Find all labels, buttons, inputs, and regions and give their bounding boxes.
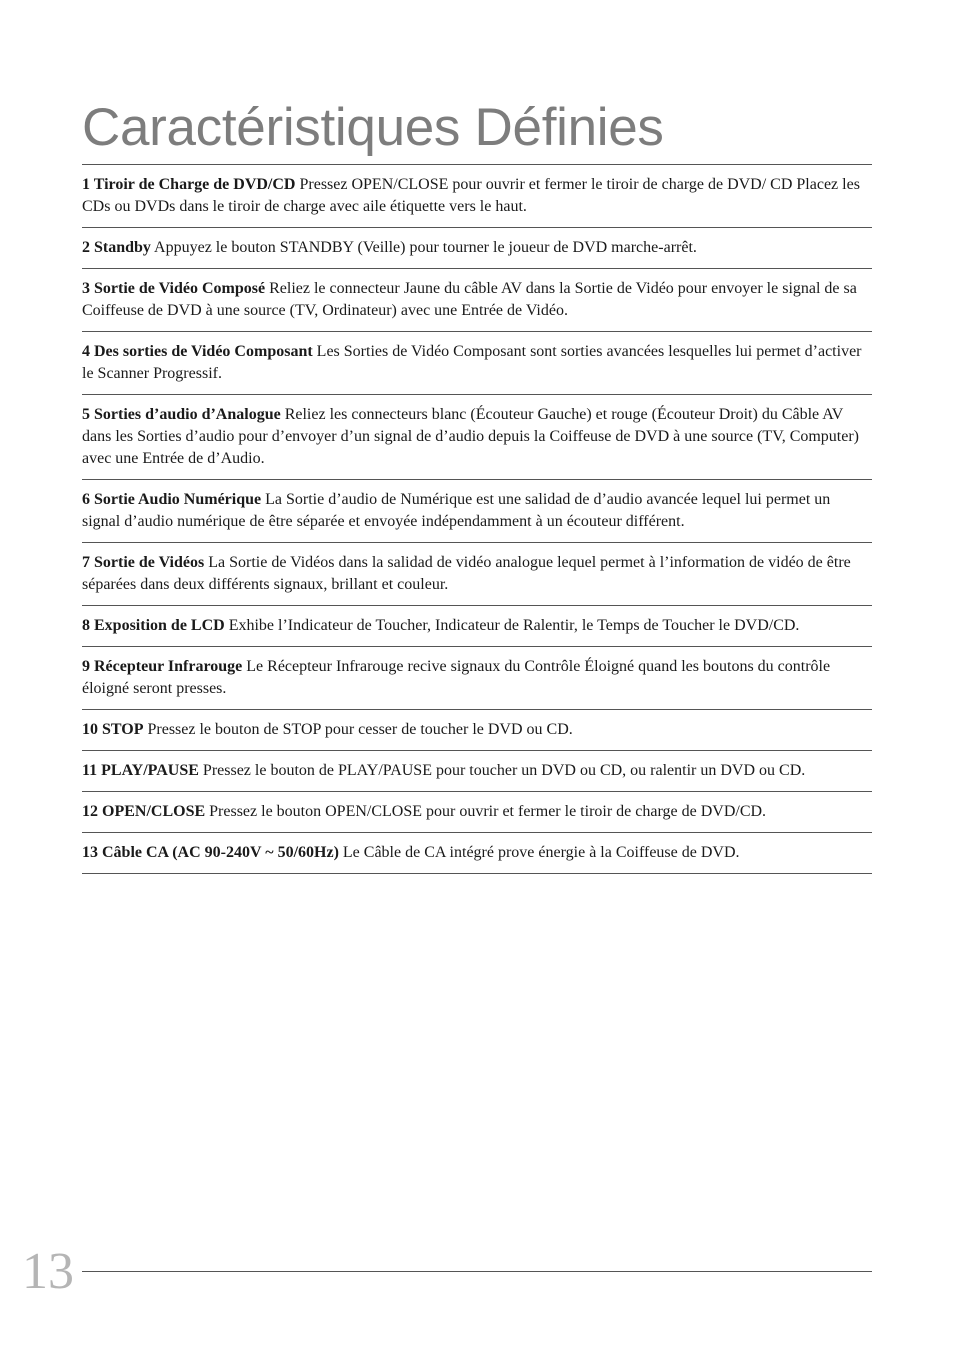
feature-label: 13 Câble CA (AC 90-240V ~ 50/60Hz) — [82, 844, 339, 861]
feature-item-component-video — [82, 332, 872, 395]
feature-item-digital-audio — [82, 480, 872, 543]
feature-description: Pressez le bouton OPEN/CLOSE pour ouvrir et fermer le tiroir de charge de DVD/CD. — [209, 803, 767, 820]
feature-item-s-video — [82, 543, 872, 606]
feature-description: Pressez le bouton de PLAY/PAUSE pour toucher un DVD ou CD, ou ralentir un DVD ou CD. — [202, 762, 806, 779]
feature-label: 12 OPEN/CLOSE — [82, 803, 206, 820]
page-title: Caractéristiques Définies — [82, 98, 664, 157]
feature-item-composite-video — [82, 269, 872, 332]
feature-item-ac-cable — [82, 833, 872, 874]
feature-item-infrared — [82, 647, 872, 710]
feature-label: 6 Sortie Audio Numérique — [82, 491, 262, 508]
feature-label: 2 Standby — [82, 239, 151, 256]
feature-label: 11 PLAY/PAUSE — [82, 762, 199, 779]
feature-label: 5 Sorties d’audio d’Analogue — [82, 406, 281, 423]
feature-item-standby — [82, 228, 872, 269]
feature-label: 8 Exposition de LCD — [82, 617, 225, 634]
feature-description: Le Câble de CA intégré prove énergie à la Coiffeuse de DVD. — [342, 844, 740, 861]
feature-item-analog-audio — [82, 395, 872, 480]
feature-item-play-pause — [82, 751, 872, 792]
feature-description: Les Sorties de Vidéo Composant sont sorties avancées lesquelles lui permet d’activer le Scanner Progressif. — [82, 343, 862, 382]
feature-description: La Sortie d’audio de Numérique est une salidad de d’audio avancée lequel lui permet un signal d’audio numérique de être séparée et envoyée indépendamment à un écouteur différent. — [82, 491, 831, 530]
feature-description: La Sortie de Vidéos dans la salidad de vidéo analogue lequel permet à l’information de vidéo de être séparées dans deux différents signaux, brillant et couleur. — [82, 554, 851, 593]
feature-label: 3 Sortie de Vidéo Composé — [82, 280, 266, 297]
feature-description: Le Récepteur Infrarouge recive signaux du Contrôle Éloigné quand les boutons du contrôle éloigné seront presses. — [82, 658, 831, 697]
feature-list — [82, 164, 872, 874]
page-number: 13 — [22, 1243, 74, 1300]
feature-item-stop — [82, 710, 872, 751]
feature-description: Pressez le bouton de STOP pour cesser de toucher le DVD ou CD. — [147, 721, 573, 738]
feature-label: 1 Tiroir de Charge de DVD/CD — [82, 176, 296, 193]
feature-description: Pressez OPEN/CLOSE pour ouvrir et fermer le tiroir de charge de DVD/ CD Placez les CDs ou DVDs dans le tiroir de charge avec aile étiquette vers le haut. — [82, 176, 860, 215]
feature-item-open-close — [82, 792, 872, 833]
feature-description: Reliez les connecteurs blanc (Écouteur Gauche) et rouge (Écouteur Droit) du Câble AV dans les Sorties d’audio pour d’envoyer d’un signal de d’audio depuis la Coiffeuse de DVD à une source (TV, Computer) avec une Entrée de d’Audio. — [82, 406, 860, 467]
feature-description: Reliez le connecteur Jaune du câble AV dans la Sortie de Vidéo pour envoyer le signal de sa Coiffeuse de DVD à une source (TV, Ordinateur) avec une Entrée de Vidéo. — [82, 280, 857, 319]
feature-label: 7 Sortie de Vidéos — [82, 554, 205, 571]
feature-label: 4 Des sorties de Vidéo Composant — [82, 343, 313, 360]
footer-rule — [82, 1271, 872, 1272]
feature-item-lcd — [82, 606, 872, 647]
feature-item-tray — [82, 165, 872, 228]
feature-description: Exhibe l’Indicateur de Toucher, Indicateur de Ralentir, le Temps de Toucher le DVD/CD. — [228, 617, 800, 634]
feature-label: 9 Récepteur Infrarouge — [82, 658, 243, 675]
feature-description: Appuyez le bouton STANDBY (Veille) pour tourner le joueur de DVD marche-arrêt. — [154, 239, 697, 256]
feature-label: 10 STOP — [82, 721, 144, 738]
